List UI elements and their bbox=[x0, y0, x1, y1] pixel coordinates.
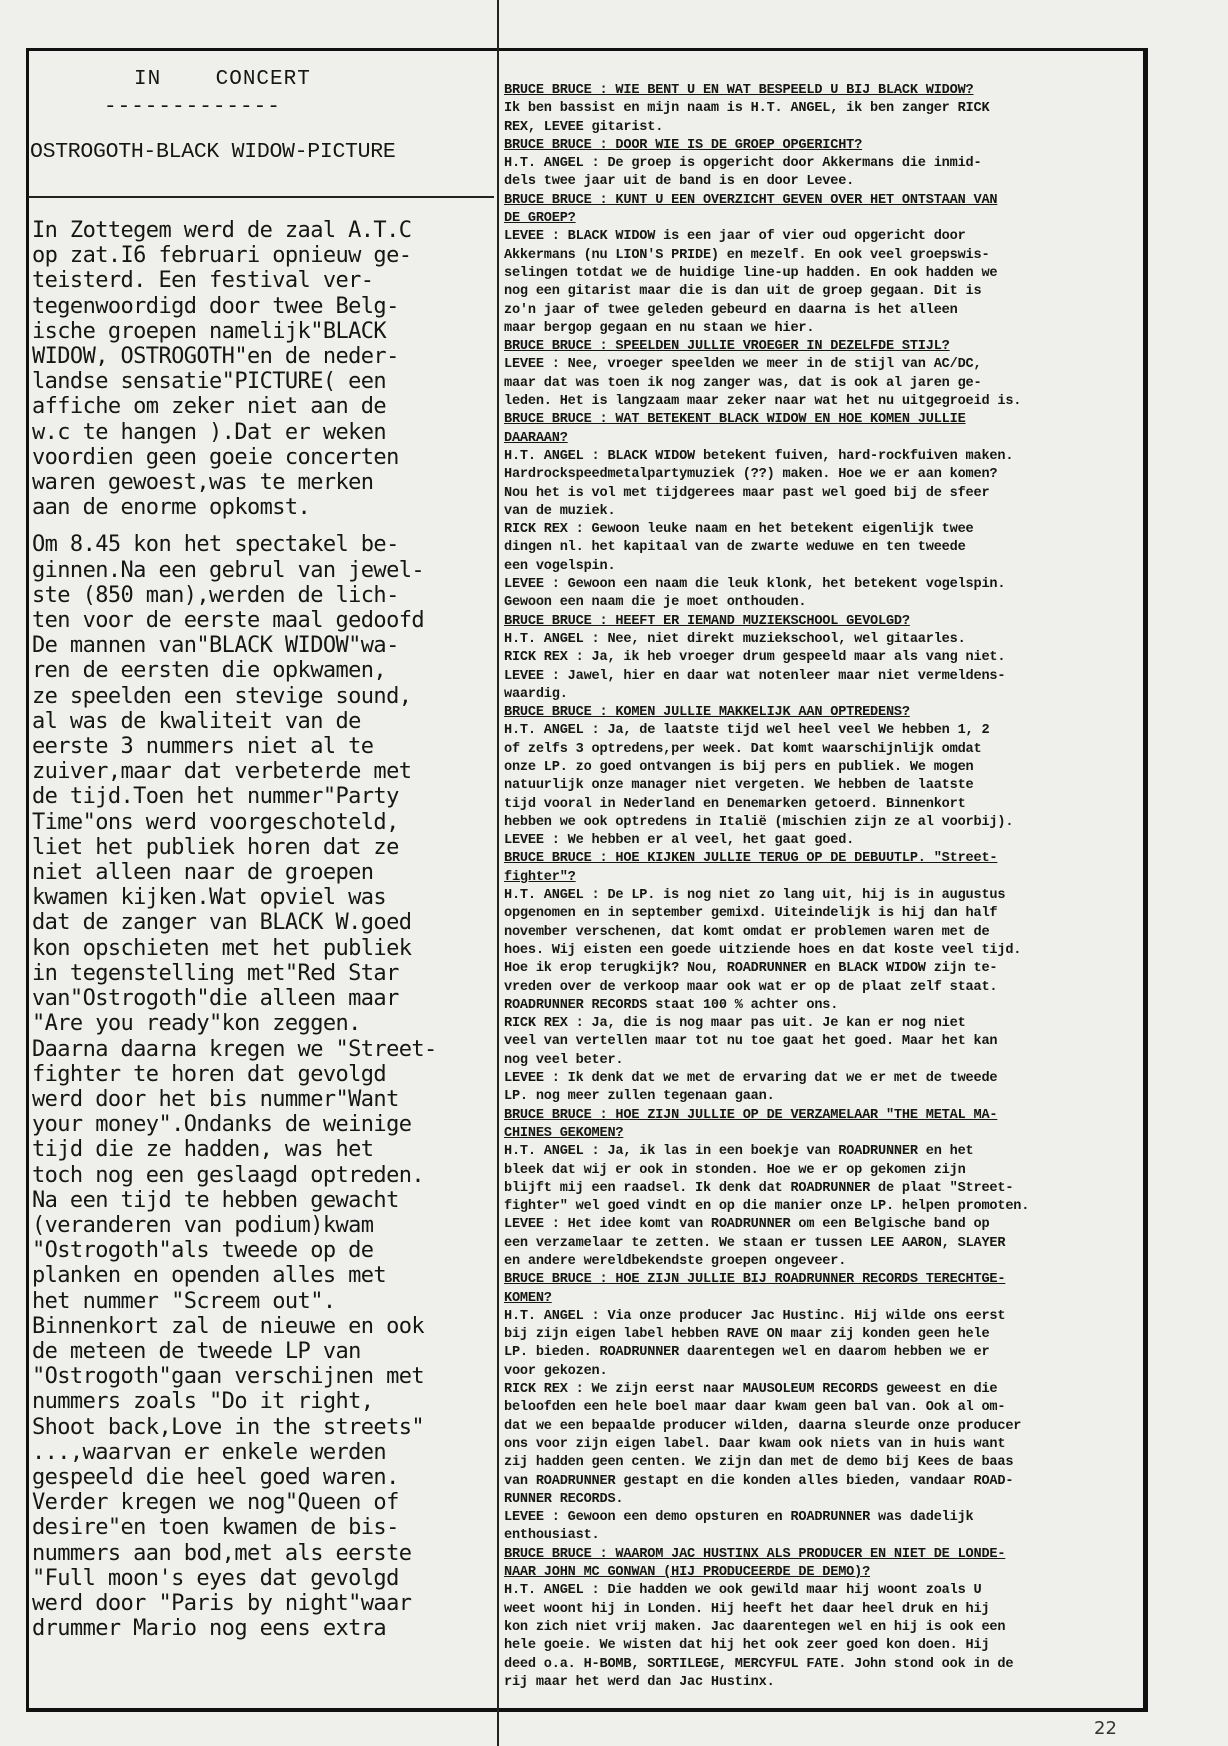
text-line: de tijd.Toen het nummer"Party bbox=[32, 784, 399, 810]
interview-question: BRUCE BRUCE : HOE ZIJN JULLIE BIJ ROADRUNNER RECORDS TERECHTGE- bbox=[504, 1272, 1006, 1288]
interview-answer: H.T. ANGEL : Ja, de laatste tijd wel heel veel We hebben 1, 2 bbox=[504, 723, 990, 739]
interview-answer: zij hadden geen centen. We zijn dan met de demo bij Kees de baas bbox=[504, 1455, 1014, 1471]
text-line: ste (850 man),werden de lich- bbox=[32, 582, 399, 608]
interview-answer: zo'n jaar of twee geleden gebeurd en daarna is het alleen bbox=[504, 302, 958, 318]
interview-answer: dat we een bepaalde producer wilden, daarna sleurde onze producer bbox=[504, 1418, 1022, 1434]
interview-answer: Hardrockspeedmetalpartymuziek (??) maken. Hoe we er aan komen? bbox=[504, 467, 998, 483]
interview-answer: LEVEE : Jawel, hier en daar wat notenleer maar niet vermeldens- bbox=[504, 668, 1006, 684]
interview-question: CHINES GEKOMEN? bbox=[504, 1125, 624, 1141]
interview-answer: Akkermans (nu LION'S PRIDE) en mezelf. En ook veel groepswis- bbox=[504, 247, 990, 263]
text-line: toch nog een geslaagd optreden. bbox=[32, 1162, 424, 1188]
text-line: tegenwoordigd door twee Belg- bbox=[32, 293, 399, 319]
text-line: ginnen.Na een gebrul van jewel- bbox=[32, 557, 424, 583]
interview-answer: een verzamelaar te zetten. We staan er tussen LEE AARON, SLAYER bbox=[504, 1235, 1006, 1251]
text-line: drummer Mario nog eens extra bbox=[32, 1616, 387, 1642]
interview-answer: LEVEE : BLACK WIDOW is een jaar of vier oud opgericht door bbox=[504, 229, 966, 245]
interview-question: BRUCE BRUCE : HEEFT ER IEMAND MUZIEKSCHOOL GEVOLGD? bbox=[504, 613, 910, 629]
text-line: In Zottegem werd de zaal A.T.C bbox=[32, 218, 412, 243]
interview-answer: vreden over de verkoop maar ook wat er op de plaat zelf staat. bbox=[504, 979, 998, 995]
interview-answer: ROADRUNNER RECORDS staat 100 % achter ons. bbox=[504, 997, 839, 1013]
text-line: werd door het bis nummer"Want bbox=[32, 1086, 399, 1112]
text-line: Shoot back,Love in the streets" bbox=[32, 1414, 424, 1440]
interview-question: BRUCE BRUCE : HOE KIJKEN JULLIE TERUG OP DE DEBUUTLP. "Street- bbox=[504, 851, 998, 867]
interview-answer: of zelfs 3 optredens,per week. Dat komt waarschijnlijk omdat bbox=[504, 741, 982, 757]
interview-answer: en andere wereldbekendste groepen ongeveer. bbox=[504, 1254, 847, 1269]
text-line: WIDOW, OSTROGOTH"en de neder- bbox=[32, 344, 399, 370]
interview-answer: H.T. ANGEL : De groep is opgericht door Akkermans die inmid- bbox=[504, 156, 982, 172]
interview-answer: LEVEE : Het idee komt van ROADRUNNER om een Belgische band op bbox=[504, 1217, 990, 1233]
interview-answer: ons voor zijn eigen label. Daar kwam ook niets van in huis want bbox=[504, 1436, 1006, 1452]
text-line: Time"ons werd voorgeschoteld, bbox=[32, 809, 399, 835]
text-line: "Full moon's eyes dat gevolgd bbox=[32, 1565, 399, 1591]
text-line: kwamen kijken.Wat opviel was bbox=[32, 885, 387, 911]
interview-answer: hebben we ook optredens in Italië (mischien zijn ze al voorbij). bbox=[504, 814, 1014, 830]
interview-answer: bij zijn eigen label hebben RAVE ON maar zij konden geen hele bbox=[504, 1327, 990, 1343]
interview-answer: Hoe ik erop terugkijk? Nou, ROADRUNNER en BLACK WIDOW zijn te- bbox=[504, 961, 998, 977]
interview-answer: LP. nog meer zullen tegenaan gaan. bbox=[504, 1089, 775, 1105]
interview-question: KOMEN? bbox=[504, 1290, 552, 1306]
interview-answer: LEVEE : Nee, vroeger speelden we meer in de stijl van AC/DC, bbox=[504, 357, 982, 373]
text-line: teisterd. Een festival ver- bbox=[32, 268, 374, 294]
interview-answer: veel van vertellen maar tot nu toe gaat het goed. Maar het kan bbox=[504, 1034, 998, 1050]
article-title: OSTROGOTH-BLACK WIDOW-PICTURE bbox=[30, 140, 396, 164]
text-line: landse sensatie"PICTURE( een bbox=[32, 369, 387, 395]
interview-answer: voor gekozen. bbox=[504, 1363, 608, 1379]
text-line: op zat.I6 februari opnieuw ge- bbox=[32, 243, 412, 269]
interview-answer: RICK REX : Ja, die is nog maar pas uit. Je kan er nog niet bbox=[504, 1016, 966, 1032]
review-paragraph-2 bbox=[32, 532, 494, 1641]
interview-answer: nog een gitarist maar die is dan uit de groep gegaan. Dit is bbox=[504, 284, 982, 300]
interview-answer: hele goeie. We wisten dat hij het ook zeer goed kon doen. Hij bbox=[504, 1638, 990, 1654]
text-line: voordien geen goeie concerten bbox=[32, 444, 399, 470]
interview-question: BRUCE BRUCE : SPEELDEN JULLIE VROEGER IN DEZELFDE STIJL? bbox=[504, 339, 950, 355]
interview-answer: fighter" wel goed vindt en op die manier onze LP. helpen promoten. bbox=[504, 1199, 1030, 1215]
text-line: (veranderen van podium)kwam bbox=[32, 1212, 374, 1238]
heading-underline: ------------- bbox=[104, 96, 281, 119]
interview-answer: blijft mij een raadsel. Ik denk dat ROADRUNNER de plaat "Street- bbox=[504, 1180, 1014, 1196]
interview-answer: onze LP. zo goed ontvangen is bij pers en publiek. We mogen bbox=[504, 759, 974, 775]
text-line: your money".Ondanks de weinige bbox=[32, 1112, 412, 1138]
interview-answer: tijd vooral in Nederland en Denemarken getoerd. Binnenkort bbox=[504, 796, 966, 812]
text-line: nummers aan bod,met als eerste bbox=[32, 1540, 412, 1566]
text-line: kon opschieten met het publiek bbox=[32, 935, 412, 961]
interview-answer: opgenomen en in september gemixd. Uiteindelijk is hij dan half bbox=[504, 906, 998, 922]
interview-answer: leden. Het is langzaam maar zeker naar wat het nu uitgegroeid is. bbox=[504, 394, 1022, 410]
interview-answer: RICK REX : Gewoon leuke naam en het betekent eigenlijk twee bbox=[504, 522, 974, 538]
text-line: werd door "Paris by night"waar bbox=[32, 1590, 412, 1616]
text-line: waren gewoest,was te merken bbox=[32, 470, 374, 496]
interview-answer: november verschenen, dat komt omdat er problemen waren met de bbox=[504, 924, 990, 940]
text-line: eerste 3 nummers niet al te bbox=[32, 734, 374, 760]
interview-question: NAAR JOHN MC GONWAN (HIJ PRODUCEERDE DE DEMO)? bbox=[504, 1565, 871, 1581]
interview-answer: beloofden een hele boel maar daar kwam geen bal van. Ook al om- bbox=[504, 1400, 1006, 1416]
interview-answer: weet woont hij in Londen. Hij heeft het daar heel druk en hij bbox=[504, 1601, 990, 1617]
interview-answer: H.T. ANGEL : BLACK WIDOW betekent fuiven, hard-rockfuiven maken. bbox=[504, 448, 1014, 464]
interview-question: BRUCE BRUCE : DOOR WIE IS DE GROEP OPGERICHT? bbox=[504, 137, 863, 153]
interview-question: BRUCE BRUCE : HOE ZIJN JULLIE OP DE VERZAMELAAR "THE METAL MA- bbox=[504, 1107, 998, 1123]
interview-answer: LEVEE : We hebben er al veel, het gaat goed. bbox=[504, 833, 855, 849]
text-line: nummers zoals "Do it right, bbox=[32, 1389, 374, 1415]
interview-answer: selingen totdat we de huidige line-up hadden. En ook hadden we bbox=[504, 265, 998, 281]
interview-answer: dels twee jaar uit de band is en door Levee. bbox=[504, 174, 855, 190]
interview-answer: LP. bieden. ROADRUNNER daarentegen wel en daarom hebben we er bbox=[504, 1345, 990, 1361]
interview-question: fighter"? bbox=[504, 869, 576, 885]
text-line: al was de kwaliteit van de bbox=[32, 708, 361, 734]
interview-answer: LEVEE : Ik denk dat we met de ervaring dat we er met de tweede bbox=[504, 1071, 998, 1087]
interview-answer: bleek dat wij er ook in stonden. Hoe we er op gekomen zijn bbox=[504, 1162, 966, 1178]
text-line: affiche om zeker niet aan de bbox=[32, 394, 387, 420]
interview-answer: nog veel beter. bbox=[504, 1052, 624, 1068]
text-line: liet het publiek horen dat ze bbox=[32, 834, 399, 860]
text-line: ten voor de eerste maal gedoofd bbox=[32, 608, 424, 634]
text-line: tijd die ze hadden, was het bbox=[32, 1137, 374, 1163]
text-line: van"Ostrogoth"die alleen maar bbox=[32, 986, 399, 1012]
text-line: "Ostrogoth"gaan verschijnen met bbox=[32, 1364, 424, 1390]
interview-answer: H.T. ANGEL : Via onze producer Jac Hustinc. Hij wilde ons eerst bbox=[504, 1308, 1006, 1324]
interview-answer: H.T. ANGEL : Ja, ik las in een boekje van ROADRUNNER en het bbox=[504, 1144, 974, 1160]
interview-answer: een vogelspin. bbox=[504, 558, 616, 574]
interview-answer: Nou het is vol met tijdgerees maar past wel goed bij de sfeer bbox=[504, 485, 990, 501]
interview-answer: waardig. bbox=[504, 686, 568, 702]
interview-answer: LEVEE : Gewoon een demo opsturen en ROADRUNNER was dadelijk bbox=[504, 1510, 974, 1526]
interview-question: BRUCE BRUCE : KOMEN JULLIE MAKKELIJK AAN OPTREDENS? bbox=[504, 705, 910, 721]
interview-answer: enthousiast. bbox=[504, 1528, 600, 1544]
interview-answer: RICK REX : Ja, ik heb vroeger drum gespeeld maar als vang niet. bbox=[504, 650, 1006, 666]
page-number: 22 bbox=[1094, 1718, 1117, 1739]
interview-answer: hoes. Wij eisten een goede uitziende hoes en dat koste veel tijd. bbox=[504, 942, 1022, 958]
interview-answer: rij maar het werd dan Jac Hustinx. bbox=[504, 1674, 775, 1690]
interview-answer: Ik ben bassist en mijn naam is H.T. ANGEL, ik ben zanger RICK bbox=[504, 101, 990, 117]
interview-answer: maar dat was toen ik nog zanger was, dat is ook al jaren ge- bbox=[504, 375, 982, 391]
interview-answer: H.T. ANGEL : De LP. is nog niet zo lang uit, hij is in augustus bbox=[504, 888, 1006, 904]
interview-question: BRUCE BRUCE : WAAROM JAC HUSTINX ALS PRODUCER EN NIET DE LONDE- bbox=[504, 1546, 1006, 1562]
text-line: Binnenkort zal de nieuwe en ook bbox=[32, 1313, 424, 1339]
title-rule bbox=[28, 196, 494, 198]
text-line: De mannen van"BLACK WIDOW"wa- bbox=[32, 633, 399, 659]
interview-question: BRUCE BRUCE : WIE BENT U EN WAT BESPEELD U BIJ BLACK WIDOW? bbox=[504, 83, 974, 98]
interview-answer: dingen nl. het kapitaal van de zwarte weduwe en ten tweede bbox=[504, 540, 966, 556]
text-line: "Ostrogoth"als tweede op de bbox=[32, 1238, 374, 1264]
column-divider bbox=[497, 0, 499, 1746]
text-line: ...,waarvan er enkele werden bbox=[32, 1439, 387, 1465]
concert-review bbox=[32, 218, 494, 1641]
interview-answer: deed o.a. H-BOMB, SORTILEGE, MERCYFUL FATE. John stond ook in de bbox=[504, 1656, 1014, 1672]
interview-answer: LEVEE : Gewoon een naam die leuk klonk, het betekent vogelspin. bbox=[504, 577, 1006, 593]
interview-answer: van ROADRUNNER gestapt en die konden alles bieden, vandaar ROAD- bbox=[504, 1473, 1014, 1489]
text-line: dat de zanger van BLACK W.goed bbox=[32, 910, 412, 936]
text-line: Om 8.45 kon het spectakel be- bbox=[32, 532, 399, 558]
interview-answer: Gewoon een naam die je moet onthouden. bbox=[504, 595, 807, 611]
text-line: aan de enorme opkomst. bbox=[32, 495, 311, 521]
text-line: ren de eersten die opkwamen, bbox=[32, 658, 387, 684]
text-line: zuiver,maar dat verbeterde met bbox=[32, 759, 412, 785]
interview-answer: RUNNER RECORDS. bbox=[504, 1491, 624, 1507]
text-line: gespeeld die heel goed waren. bbox=[32, 1464, 399, 1490]
interview-answer: H.T. ANGEL : Nee, niet direkt muziekschool, wel gitaarles. bbox=[504, 631, 966, 647]
interview-answer: H.T. ANGEL : Die hadden we ook gewild maar hij woont zoals U bbox=[504, 1583, 982, 1599]
text-line: Na een tijd te hebben gewacht bbox=[32, 1187, 399, 1213]
text-line: niet alleen naar de groepen bbox=[32, 860, 374, 886]
interview-answer: natuurlijk onze manager niet vergeten. We hebben de laatste bbox=[504, 778, 974, 794]
section-heading: IN CONCERT bbox=[134, 68, 311, 91]
interview-answer: REX, LEVEE gitarist. bbox=[504, 119, 664, 135]
interview-question: DAARAAN? bbox=[504, 430, 568, 446]
interview-question: BRUCE BRUCE : WAT BETEKENT BLACK WIDOW EN HOE KOMEN JULLIE bbox=[504, 412, 966, 428]
text-line: Daarna daarna kregen we "Street- bbox=[32, 1036, 437, 1062]
text-line: fighter te horen dat gevolgd bbox=[32, 1061, 387, 1087]
interview-answer: van de muziek. bbox=[504, 503, 616, 519]
text-line: ze speelden een stevige sound, bbox=[32, 683, 412, 709]
text-line: in tegenstelling met"Red Star bbox=[32, 960, 399, 986]
text-line: planken en openden alles met bbox=[32, 1263, 387, 1289]
interview-question: DE GROEP? bbox=[504, 211, 576, 227]
interview-answer: maar bergop gegaan en nu staan we hier. bbox=[504, 320, 815, 336]
text-line: w.c te hangen ).Dat er weken bbox=[32, 419, 387, 445]
interview-question: BRUCE BRUCE : KUNT U EEN OVERZICHT GEVEN OVER HET ONTSTAAN VAN bbox=[504, 192, 998, 208]
interview-answer: kon zich niet vrij maken. Jac daarentegen wel en hij is ook een bbox=[504, 1619, 1006, 1635]
text-line: het nummer "Screem out". bbox=[32, 1288, 336, 1314]
text-line: ische groepen namelijk"BLACK bbox=[32, 318, 387, 344]
interview-column bbox=[504, 82, 1140, 1692]
text-line: Verder kregen we nog"Queen of bbox=[32, 1490, 399, 1516]
interview-answer: RICK REX : We zijn eerst naar MAUSOLEUM RECORDS geweest en die bbox=[504, 1382, 998, 1398]
review-paragraph-1 bbox=[32, 218, 494, 520]
text-line: desire"en toen kwamen de bis- bbox=[32, 1515, 399, 1541]
text-line: de meteen de tweede LP van bbox=[32, 1338, 361, 1364]
text-line: "Are you ready"kon zeggen. bbox=[32, 1011, 361, 1037]
